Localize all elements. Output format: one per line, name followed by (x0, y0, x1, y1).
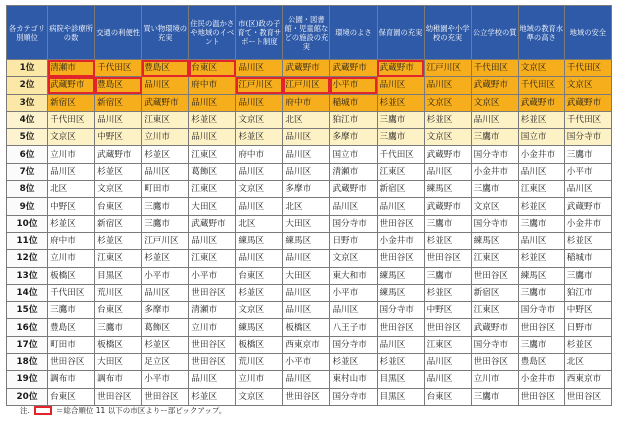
table-cell: 品川区 (283, 163, 330, 180)
table-cell: 国分寺市 (471, 146, 518, 163)
table-cell: 武蔵野市 (471, 319, 518, 336)
table-cell: 三鷹市 (95, 319, 142, 336)
table-cell: 北区 (564, 354, 611, 371)
table-cell: 江東区 (189, 181, 236, 198)
table-cell: 江東区 (471, 250, 518, 267)
table-cell: 三鷹市 (471, 388, 518, 405)
table-cell: 町田市 (142, 181, 189, 198)
table-cell: 豊島区 (95, 77, 142, 94)
table-cell: 板橋区 (236, 336, 283, 353)
table-cell: 文京区 (236, 302, 283, 319)
table-cell: 千代田区 (518, 77, 564, 94)
table-cell: 大田区 (189, 198, 236, 215)
table-cell: 世田谷区 (377, 250, 424, 267)
table-cell: 板橋区 (48, 267, 95, 284)
table-cell: 国分寺市 (330, 336, 377, 353)
table-cell: 中野区 (95, 129, 142, 146)
table-cell: 武蔵野市 (377, 60, 424, 77)
table-cell: 江戸川区 (424, 60, 471, 77)
table-cell: 多摩市 (142, 302, 189, 319)
table-cell: 多摩市 (283, 181, 330, 198)
table-cell: 国分寺市 (518, 302, 564, 319)
table-cell: 文京区 (236, 388, 283, 405)
table-cell: 品川区 (330, 198, 377, 215)
rank-cell: 14位 (7, 284, 48, 301)
table-cell: 世田谷区 (564, 388, 611, 405)
table-row (7, 319, 612, 336)
table-cell: 荒川区 (95, 284, 142, 301)
table-cell: 江東区 (518, 181, 564, 198)
table-cell: 台東区 (95, 302, 142, 319)
table-cell: 練馬区 (471, 232, 518, 249)
table-cell: 練馬区 (283, 232, 330, 249)
table-cell: 世田谷区 (377, 215, 424, 232)
table-cell: 品川区 (236, 250, 283, 267)
table-cell: 千代田区 (377, 146, 424, 163)
rank-cell: 1位 (7, 60, 48, 77)
table-cell: 三鷹市 (518, 336, 564, 353)
table-cell: 国分寺市 (330, 215, 377, 232)
table-cell: 国分寺市 (377, 302, 424, 319)
table-cell: 清瀬市 (330, 163, 377, 180)
table-cell: 新宿区 (377, 181, 424, 198)
table-cell: 調布市 (48, 371, 95, 388)
table-row (7, 163, 612, 180)
table-cell: 北区 (283, 198, 330, 215)
ranking-table (6, 5, 612, 406)
table-cell: 練馬区 (236, 319, 283, 336)
table-cell: 大田区 (283, 267, 330, 284)
table-cell: 北区 (236, 215, 283, 232)
rank-cell: 8位 (7, 181, 48, 198)
rank-cell: 12位 (7, 250, 48, 267)
table-cell: 江東区 (95, 250, 142, 267)
table-cell: 三鷹市 (564, 267, 611, 284)
table-row (7, 302, 612, 319)
table-cell: 大田区 (283, 215, 330, 232)
table-cell: 立川市 (471, 371, 518, 388)
table-cell: 品川区 (189, 129, 236, 146)
table-cell: 品川区 (518, 232, 564, 249)
table-cell: 台東区 (189, 60, 236, 77)
table-cell: 品川区 (377, 198, 424, 215)
header-rank: 各カテゴリ別順位 (7, 6, 48, 60)
table-cell: 千代田区 (564, 60, 611, 77)
table-cell: 中野区 (564, 302, 611, 319)
table-cell: 江東区 (424, 336, 471, 353)
table-cell: 武蔵野市 (564, 198, 611, 215)
header-category: 市(区)政の子育て・教育サポート制度 (236, 6, 283, 60)
table-cell: 杉並区 (518, 198, 564, 215)
table-cell: 文京区 (424, 94, 471, 111)
table-cell: 世田谷区 (48, 354, 95, 371)
table-cell: 世田谷区 (424, 319, 471, 336)
rank-cell: 6位 (7, 146, 48, 163)
header-category: 公立学校の質 (471, 6, 518, 60)
table-cell: 荒川区 (236, 354, 283, 371)
rank-cell: 15位 (7, 302, 48, 319)
table-cell: 板橋区 (283, 319, 330, 336)
table-cell: 三鷹市 (142, 198, 189, 215)
table-cell: 品川区 (189, 371, 236, 388)
table-cell: 杉並区 (142, 250, 189, 267)
table-cell: 世田谷区 (189, 336, 236, 353)
table-cell: 武蔵野市 (95, 146, 142, 163)
table-cell: 品川区 (518, 163, 564, 180)
table-cell: 杉並区 (330, 354, 377, 371)
table-cell: 練馬区 (377, 267, 424, 284)
table-cell: 小金井市 (471, 163, 518, 180)
table-cell: 豊島区 (48, 319, 95, 336)
table-cell: 杉並区 (189, 388, 236, 405)
table-cell: 新宿区 (95, 215, 142, 232)
table-cell: 武蔵野市 (564, 94, 611, 111)
table-cell: 武蔵野市 (471, 77, 518, 94)
table-cell: 武蔵野市 (424, 146, 471, 163)
table-cell: 江戸川区 (236, 77, 283, 94)
header-category: 保育園の充実 (377, 6, 424, 60)
table-cell: 世田谷区 (471, 354, 518, 371)
table-cell: 台東区 (424, 388, 471, 405)
table-cell: 武蔵野市 (283, 60, 330, 77)
table-cell: 品川区 (189, 232, 236, 249)
table-cell: 杉並区 (424, 232, 471, 249)
table-cell: 世田谷区 (518, 388, 564, 405)
table-cell: 練馬区 (424, 181, 471, 198)
table-cell: 杉並区 (142, 146, 189, 163)
footnote (20, 405, 226, 416)
header-category: 地域の教育水準の高さ (518, 6, 564, 60)
header-category: 病院や診療所の数 (48, 6, 95, 60)
table-cell: 江東区 (189, 146, 236, 163)
table-row (7, 232, 612, 249)
table-cell: 品川区 (283, 284, 330, 301)
table-cell: 目黒区 (377, 371, 424, 388)
table-cell: 新宿区 (95, 94, 142, 111)
table-cell: 小平市 (283, 354, 330, 371)
table-cell: 多摩市 (330, 129, 377, 146)
table-cell: 清瀬市 (48, 60, 95, 77)
table-cell: 品川区 (142, 77, 189, 94)
table-cell: 小金井市 (518, 146, 564, 163)
table-cell: 目黒区 (95, 267, 142, 284)
table-row (7, 284, 612, 301)
table-cell: 品川区 (48, 163, 95, 180)
table-cell: 狛江市 (564, 284, 611, 301)
table-row (7, 336, 612, 353)
table-cell: 品川区 (471, 111, 518, 128)
table-cell: 品川区 (283, 146, 330, 163)
table-cell: 府中市 (48, 232, 95, 249)
table-cell: 千代田区 (471, 60, 518, 77)
table-cell: 杉並区 (564, 336, 611, 353)
table-cell: 小平市 (142, 267, 189, 284)
table-row (7, 250, 612, 267)
table-cell: 調布市 (95, 371, 142, 388)
table-row (7, 94, 612, 111)
table-cell: 江東区 (142, 111, 189, 128)
rank-cell: 2位 (7, 77, 48, 94)
table-cell: 小平市 (564, 163, 611, 180)
table-cell: 北区 (283, 111, 330, 128)
table-cell: 立川市 (48, 146, 95, 163)
table-cell: 葛飾区 (142, 319, 189, 336)
table-cell: 東村山市 (330, 371, 377, 388)
table-cell: 品川区 (330, 302, 377, 319)
table-row (7, 129, 612, 146)
header-category: 地域の安全 (564, 6, 611, 60)
table-cell: 杉並区 (236, 284, 283, 301)
table-cell: 武蔵野市 (48, 77, 95, 94)
table-cell: 三鷹市 (377, 111, 424, 128)
table-cell: 三鷹市 (471, 129, 518, 146)
table-cell: 品川区 (564, 181, 611, 198)
rank-cell: 7位 (7, 163, 48, 180)
table-cell: 三鷹市 (471, 181, 518, 198)
table-row (7, 371, 612, 388)
table-cell: 国立市 (330, 146, 377, 163)
table-cell: 武蔵野市 (142, 94, 189, 111)
table-cell: 国立市 (518, 129, 564, 146)
table-cell: 新宿区 (48, 94, 95, 111)
table-cell: 台東区 (236, 267, 283, 284)
table-row (7, 181, 612, 198)
header-category: 住民の温かさや地域のイベント (189, 6, 236, 60)
table-cell: 杉並区 (236, 129, 283, 146)
table-cell: 文京区 (471, 198, 518, 215)
table-cell: 小金井市 (564, 215, 611, 232)
table-cell: 品川区 (236, 198, 283, 215)
table-cell: 文京区 (236, 111, 283, 128)
table-cell: 世田谷区 (189, 284, 236, 301)
table-cell: 世田谷区 (142, 388, 189, 405)
table-cell: 小平市 (189, 267, 236, 284)
table-cell: 江東区 (377, 163, 424, 180)
table-cell: 練馬区 (377, 284, 424, 301)
table-cell: 立川市 (236, 371, 283, 388)
table-cell: 杉並区 (377, 354, 424, 371)
rank-cell: 11位 (7, 232, 48, 249)
table-cell: 小金井市 (377, 232, 424, 249)
table-cell: 三鷹市 (424, 267, 471, 284)
table-cell: 葛飾区 (189, 163, 236, 180)
header-category: 公園・図書館・児童館などの施設の充実 (283, 6, 330, 60)
table-cell: 立川市 (142, 129, 189, 146)
table-cell: 台東区 (95, 198, 142, 215)
table-cell: 国分寺市 (471, 215, 518, 232)
table-cell: 千代田区 (564, 111, 611, 128)
table-cell: 練馬区 (236, 232, 283, 249)
table-cell: 小金井市 (518, 371, 564, 388)
table-row (7, 111, 612, 128)
table-cell: 品川区 (95, 111, 142, 128)
table-cell: 杉並区 (518, 250, 564, 267)
table-cell: 三鷹市 (48, 302, 95, 319)
table-cell: 江東区 (189, 250, 236, 267)
header-category: 買い物環境の充実 (142, 6, 189, 60)
table-cell: 三鷹市 (377, 129, 424, 146)
table-cell: 品川区 (283, 302, 330, 319)
table-cell: 品川区 (142, 284, 189, 301)
table-cell: 武蔵野市 (330, 181, 377, 198)
table-row (7, 267, 612, 284)
table-cell: 文京区 (471, 94, 518, 111)
table-cell: 板橋区 (95, 336, 142, 353)
table-cell: 府中市 (283, 94, 330, 111)
table-cell: 国分寺市 (564, 129, 611, 146)
table-cell: 小平市 (142, 371, 189, 388)
table-cell: 狛江市 (330, 111, 377, 128)
table-row (7, 354, 612, 371)
rank-cell: 3位 (7, 94, 48, 111)
rank-cell: 13位 (7, 267, 48, 284)
table-cell: 杉並区 (48, 215, 95, 232)
highlight-legend-box (34, 406, 52, 415)
table-cell: 国分寺市 (330, 388, 377, 405)
table-cell: 北区 (48, 181, 95, 198)
table-cell: 品川区 (236, 163, 283, 180)
table-row (7, 215, 612, 232)
table-cell: 杉並区 (424, 111, 471, 128)
note-text: ＝総合順位 11 以下の市区よりー部ピックアップ。 (55, 406, 227, 415)
table-cell: 豊島区 (142, 60, 189, 77)
table-cell: 品川区 (377, 77, 424, 94)
table-cell: 品川区 (424, 163, 471, 180)
table-cell: 世田谷区 (424, 250, 471, 267)
table-cell: 杉並区 (564, 232, 611, 249)
table-cell: 中野区 (424, 302, 471, 319)
table-cell: 世田谷区 (283, 388, 330, 405)
table-cell: 清瀬市 (189, 302, 236, 319)
table-cell: 世田谷区 (518, 319, 564, 336)
table-cell: 杉並区 (424, 284, 471, 301)
table-cell: 杉並区 (377, 94, 424, 111)
table-cell: 武蔵野市 (330, 60, 377, 77)
table-cell: 文京区 (518, 60, 564, 77)
table-cell: 武蔵野市 (518, 94, 564, 111)
table-cell: 町田市 (48, 336, 95, 353)
table-cell: 三鷹市 (518, 284, 564, 301)
table-cell: 千代田区 (48, 111, 95, 128)
table-cell: 江戸川区 (142, 232, 189, 249)
table-cell: 文京区 (330, 250, 377, 267)
table-cell: 新宿区 (471, 284, 518, 301)
table-cell: 西東京市 (564, 371, 611, 388)
table-row (7, 146, 612, 163)
table-cell: 三鷹市 (424, 215, 471, 232)
header-category: 幼稚園や小学校の充実 (424, 6, 471, 60)
table-cell: 台東区 (48, 388, 95, 405)
table-cell: 武蔵野市 (424, 198, 471, 215)
table-cell: 品川区 (283, 250, 330, 267)
table-cell: 大田区 (95, 354, 142, 371)
table-cell: 杉並区 (95, 163, 142, 180)
table-cell: 立川市 (189, 319, 236, 336)
table-cell: 目黒区 (377, 388, 424, 405)
table-cell: 品川区 (424, 77, 471, 94)
table-cell: 稲城市 (330, 94, 377, 111)
table-cell: 世田谷区 (189, 354, 236, 371)
table-cell: 杉並区 (189, 111, 236, 128)
table-cell: 品川区 (236, 60, 283, 77)
table-row (7, 60, 612, 77)
table-cell: 江戸川区 (283, 77, 330, 94)
table-cell: 日野市 (564, 319, 611, 336)
table-cell: 豊島区 (518, 354, 564, 371)
table-cell: 品川区 (424, 354, 471, 371)
table-cell: 府中市 (189, 77, 236, 94)
table-cell: 品川区 (142, 163, 189, 180)
table-cell: 西東京市 (283, 336, 330, 353)
header-row (7, 6, 612, 60)
rank-cell: 4位 (7, 111, 48, 128)
table-cell: 品川区 (377, 336, 424, 353)
table-cell: 三鷹市 (142, 215, 189, 232)
table-cell: 東大和市 (330, 267, 377, 284)
rank-cell: 10位 (7, 215, 48, 232)
table-cell: 文京区 (424, 129, 471, 146)
table-cell: 品川区 (189, 94, 236, 111)
table-cell: 品川区 (236, 94, 283, 111)
table-cell: 三鷹市 (518, 215, 564, 232)
table-cell: 文京区 (48, 129, 95, 146)
table-cell: 世田谷区 (377, 319, 424, 336)
rank-cell: 16位 (7, 319, 48, 336)
table-cell: 中野区 (48, 198, 95, 215)
table-cell: 文京区 (564, 77, 611, 94)
table-row (7, 198, 612, 215)
table-cell: 稲城市 (564, 250, 611, 267)
rank-cell: 18位 (7, 354, 48, 371)
note-label: 注. (20, 406, 30, 415)
table-cell: 八王子市 (330, 319, 377, 336)
table-cell: 品川区 (424, 371, 471, 388)
table-cell: 足立区 (142, 354, 189, 371)
table-cell: 小平市 (330, 284, 377, 301)
table-cell: 府中市 (236, 146, 283, 163)
table-cell: 三鷹市 (564, 146, 611, 163)
table-cell: 武蔵野市 (189, 215, 236, 232)
table-row (7, 77, 612, 94)
table-cell: 練馬区 (518, 267, 564, 284)
rank-cell: 19位 (7, 371, 48, 388)
table-cell: 杉並区 (518, 111, 564, 128)
table-cell: 品川区 (283, 129, 330, 146)
table-cell: 国分寺市 (471, 336, 518, 353)
table-cell: 世田谷区 (471, 267, 518, 284)
table-cell: 杉並区 (95, 232, 142, 249)
header-category: 交通の利便性 (95, 6, 142, 60)
table-cell: 文京区 (236, 181, 283, 198)
table-row (7, 388, 612, 405)
table-cell: 立川市 (48, 250, 95, 267)
rank-cell: 9位 (7, 198, 48, 215)
table-cell: 杉並区 (142, 336, 189, 353)
table-cell: 品川区 (283, 371, 330, 388)
rank-cell: 20位 (7, 388, 48, 405)
table-cell: 小平市 (330, 77, 377, 94)
rank-cell: 17位 (7, 336, 48, 353)
table-cell: 世田谷区 (95, 388, 142, 405)
table-cell: 文京区 (95, 181, 142, 198)
table-cell: 千代田区 (95, 60, 142, 77)
table-cell: 千代田区 (48, 284, 95, 301)
header-category: 環境のよさ (330, 6, 377, 60)
table-cell: 日野市 (330, 232, 377, 249)
table-cell: 江東区 (471, 302, 518, 319)
rank-cell: 5位 (7, 129, 48, 146)
